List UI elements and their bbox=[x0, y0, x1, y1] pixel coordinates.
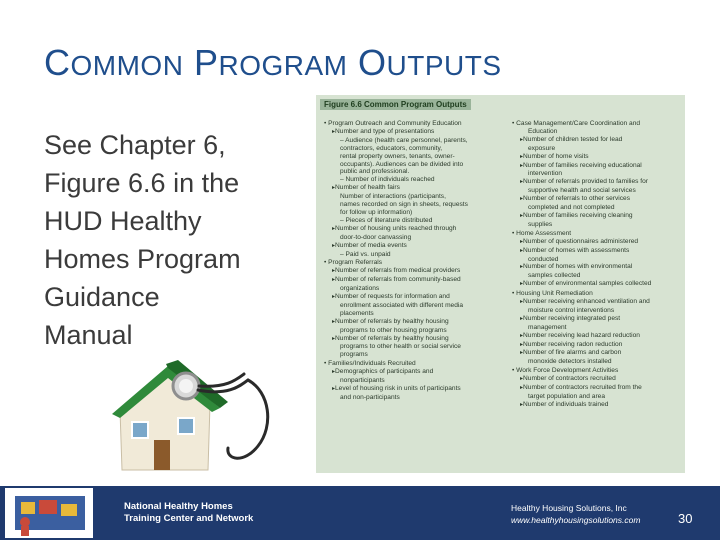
figure-left-column bbox=[324, 119, 502, 402]
figure-line: – Pieces of literature distributed bbox=[324, 217, 502, 225]
figure-line: ▸ Number of referrals by healthy housing bbox=[324, 318, 502, 327]
figure-line: ▸ Number receiving lead hazard reduction bbox=[512, 332, 680, 341]
figure-line: organizations bbox=[340, 285, 380, 293]
figure-line: door-to-door canvassing bbox=[340, 233, 412, 241]
figure-line: ▸ Number of contractors recruited from the bbox=[512, 384, 680, 393]
figure-right-column bbox=[512, 119, 680, 410]
figure-line: Number of interactions (participants, bbox=[340, 193, 446, 201]
figure-line: Education bbox=[528, 127, 558, 135]
figure-line: ▸ Number of homes with environmental bbox=[512, 263, 680, 272]
body-line: See Chapter 6, bbox=[44, 130, 226, 160]
house-stethoscope-illustration bbox=[108, 352, 288, 474]
figure-line: target population and area bbox=[528, 393, 605, 400]
body-line: HUD Healthy bbox=[44, 206, 202, 236]
org-line-1: National Healthy Homes bbox=[124, 501, 233, 512]
figure-line: ▸ Number receiving radon reduction bbox=[512, 341, 680, 350]
title-letter: O bbox=[357, 42, 387, 83]
nhh-logo bbox=[5, 488, 93, 538]
figure-line: ▸ Number of homes with assessments bbox=[512, 247, 680, 256]
figure-line: ▸ Number of requests for information and bbox=[324, 293, 502, 302]
slide-title bbox=[44, 42, 502, 84]
figure-line: ▸ Number of referrals provided to families for bbox=[512, 178, 680, 187]
figure-line: ▸ Number of individuals trained bbox=[512, 401, 680, 410]
figure-line: ▸ Demographics of participants and bbox=[324, 368, 502, 377]
figure-line: supplies bbox=[528, 220, 553, 228]
figure-line: samples collected bbox=[528, 272, 581, 280]
title-word-rest: UTPUTS bbox=[386, 50, 502, 81]
footer-bar bbox=[0, 486, 720, 540]
figure-line: ▸ Number of referrals by healthy housing bbox=[324, 335, 502, 344]
figure-line: programs to other housing programs bbox=[340, 326, 447, 334]
figure-line: • Program Outreach and Community Education bbox=[324, 120, 502, 128]
body-line: Figure 6.6 in the bbox=[44, 168, 240, 198]
figure-line: ▸ Number of fire alarms and carbon bbox=[512, 349, 680, 358]
body-line: Homes Program bbox=[44, 244, 241, 274]
body-line: Guidance bbox=[44, 282, 160, 312]
figure-line: programs bbox=[340, 351, 368, 359]
figure-line: – Number of individuals reached bbox=[324, 176, 502, 184]
figure-line: intervention bbox=[528, 170, 563, 178]
figure-line: ▸ Number receiving integrated pest bbox=[512, 315, 680, 324]
figure-line: ▸ Level of housing risk in units of participants bbox=[324, 385, 502, 394]
figure-line: names recorded on sign in sheets, requests bbox=[340, 201, 468, 209]
title-letter: C bbox=[44, 42, 71, 83]
figure-line: ▸ Number of referrals from medical providers bbox=[324, 267, 502, 276]
figure-line: completed and not completed bbox=[528, 204, 615, 212]
figure-line: moisture control interventions bbox=[528, 306, 615, 314]
company-url[interactable]: www.healthyhousingsolutions.com bbox=[511, 515, 641, 525]
figure-line: contractors, educators, community, bbox=[340, 144, 443, 152]
figure-line: • Housing Unit Remediation bbox=[512, 290, 680, 298]
body-line: Manual bbox=[44, 320, 133, 350]
title-word-rest: ROGRAM bbox=[218, 50, 348, 81]
figure-line: – Paid vs. unpaid bbox=[324, 251, 502, 259]
figure-line: ▸ Number of health fairs bbox=[324, 184, 502, 193]
figure-line: conducted bbox=[528, 255, 559, 263]
figure-line: • Case Management/Care Coordination and bbox=[512, 120, 680, 128]
title-word-rest: OMMON bbox=[70, 50, 184, 81]
figure-line: ▸ Number of families receiving educational bbox=[512, 162, 680, 171]
figure-title: Figure 6.6 Common Program Outputs bbox=[320, 99, 471, 110]
figure-line: management bbox=[528, 323, 567, 331]
footer-company bbox=[511, 502, 640, 526]
figure-line: occupants). Audiences can be divided into bbox=[340, 160, 464, 168]
figure-line: ▸ Number of families receiving cleaning bbox=[512, 212, 680, 221]
figure-image bbox=[316, 95, 685, 473]
figure-line: ▸ Number receiving enhanced ventilation and bbox=[512, 298, 680, 307]
figure-line: – Audience (health care personnel, parents, bbox=[324, 137, 502, 145]
figure-line: rental property owners, tenants, owner- bbox=[340, 152, 455, 160]
footer-organization bbox=[124, 501, 253, 525]
title-letter: P bbox=[193, 42, 219, 83]
figure-line: ▸ Number of contractors recruited bbox=[512, 375, 680, 384]
figure-line: ▸ Number and type of presentations bbox=[324, 128, 502, 137]
figure-line: nonparticipants bbox=[340, 377, 385, 385]
figure-line: for follow up information) bbox=[340, 208, 413, 216]
figure-line: public and professional. bbox=[340, 168, 410, 176]
figure-line: ▸ Number of media events bbox=[324, 242, 502, 251]
figure-line: ▸ Number of referrals from community-based bbox=[324, 276, 502, 285]
company-name: Healthy Housing Solutions, Inc bbox=[511, 503, 627, 513]
figure-line: ▸ Number of home visits bbox=[512, 153, 680, 162]
figure-line: placements bbox=[340, 309, 374, 317]
figure-line: enrollment associated with different media bbox=[340, 301, 464, 309]
figure-line: ▸ Number of housing units reached through bbox=[324, 225, 502, 234]
page-number: 30 bbox=[678, 511, 693, 526]
figure-line: ▸ Number of children tested for lead bbox=[512, 136, 680, 145]
body-text bbox=[44, 126, 284, 354]
figure-line: exposure bbox=[528, 144, 556, 152]
figure-line: and non-participants bbox=[340, 393, 400, 401]
figure-line: supportive health and social services bbox=[528, 187, 636, 195]
org-line-2: Training Center and Network bbox=[124, 513, 254, 524]
figure-line: • Home Assessment bbox=[512, 230, 680, 238]
figure-line: ▸ Number of environmental samples collected bbox=[512, 280, 680, 289]
figure-line: ▸ Number of referrals to other services bbox=[512, 195, 680, 204]
figure-line: programs to other health or social service bbox=[340, 343, 461, 351]
figure-line: monoxide detectors installed bbox=[528, 358, 612, 366]
figure-line: • Work Force Development Activities bbox=[512, 367, 680, 375]
figure-line: • Program Referrals bbox=[324, 259, 502, 267]
figure-line: • Families/Individuals Recruited bbox=[324, 360, 502, 368]
figure-line: ▸ Number of questionnaires administered bbox=[512, 238, 680, 247]
